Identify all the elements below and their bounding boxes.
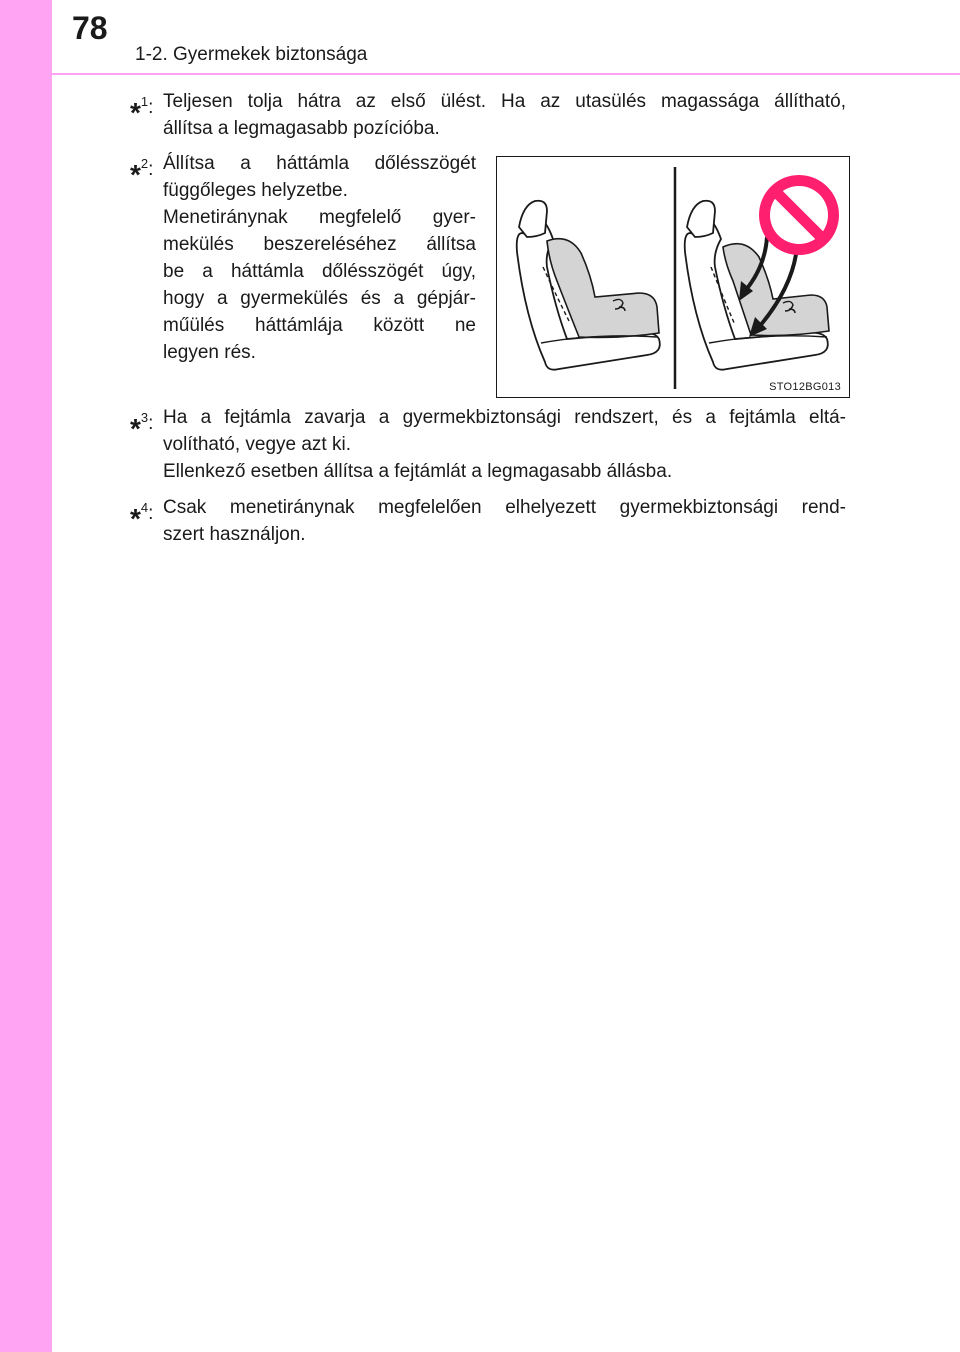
note-line: műülés háttámlája között ne bbox=[163, 315, 476, 336]
note-marker: *$^3$: bbox=[130, 410, 154, 444]
note-line: mekülés beszereléséhez állítsa bbox=[163, 234, 476, 255]
note-line: hogy a gyermekülés és a gépjár- bbox=[163, 288, 476, 309]
correct-seat-installation bbox=[517, 201, 660, 370]
page-number: 78 bbox=[72, 10, 108, 46]
note-line: legyen rés. bbox=[163, 342, 256, 363]
section-title: 1-2. Gyermekek biztonsága bbox=[135, 44, 368, 65]
note-line: állítsa a legmagasabb pozícióba. bbox=[163, 118, 440, 139]
note-marker: *$^4$: bbox=[130, 500, 154, 534]
figure-caption: STO12BG013 bbox=[769, 381, 841, 393]
note-line: Teljesen tolja hátra az első ülést. Ha az utasülés magassága állítható, bbox=[163, 91, 846, 112]
seat-illustration bbox=[496, 156, 850, 398]
note-marker: *$^1$: bbox=[130, 94, 154, 128]
note-marker: *$^2$: bbox=[130, 156, 154, 190]
note-line: Csak menetiránynak megfelelően elhelyezett gyermekbiztonsági rend- bbox=[163, 497, 846, 518]
note-line: volítható, vegye azt ki. bbox=[163, 434, 351, 455]
chapter-sidebar-tab bbox=[0, 0, 52, 1352]
note-line: függőleges helyzetbe. bbox=[163, 180, 348, 201]
header-divider bbox=[52, 73, 960, 75]
note-line: Állítsa a háttámla dőlésszögét bbox=[163, 153, 476, 174]
note-line: szert használjon. bbox=[163, 524, 306, 545]
note-line: Ha a fejtámla zavarja a gyermekbiztonsági rendszert, és a fejtámla eltá- bbox=[163, 407, 846, 428]
note-line: be a háttámla dőlésszögét úgy, bbox=[163, 261, 476, 282]
seat-illustration-graphic bbox=[497, 157, 851, 399]
note-line: Ellenkező esetben állítsa a fejtámlát a legmagasabb állásba. bbox=[163, 461, 673, 482]
no-entry-icon bbox=[759, 175, 839, 255]
note-line: Menetiránynak megfelelő gyer- bbox=[163, 207, 476, 228]
